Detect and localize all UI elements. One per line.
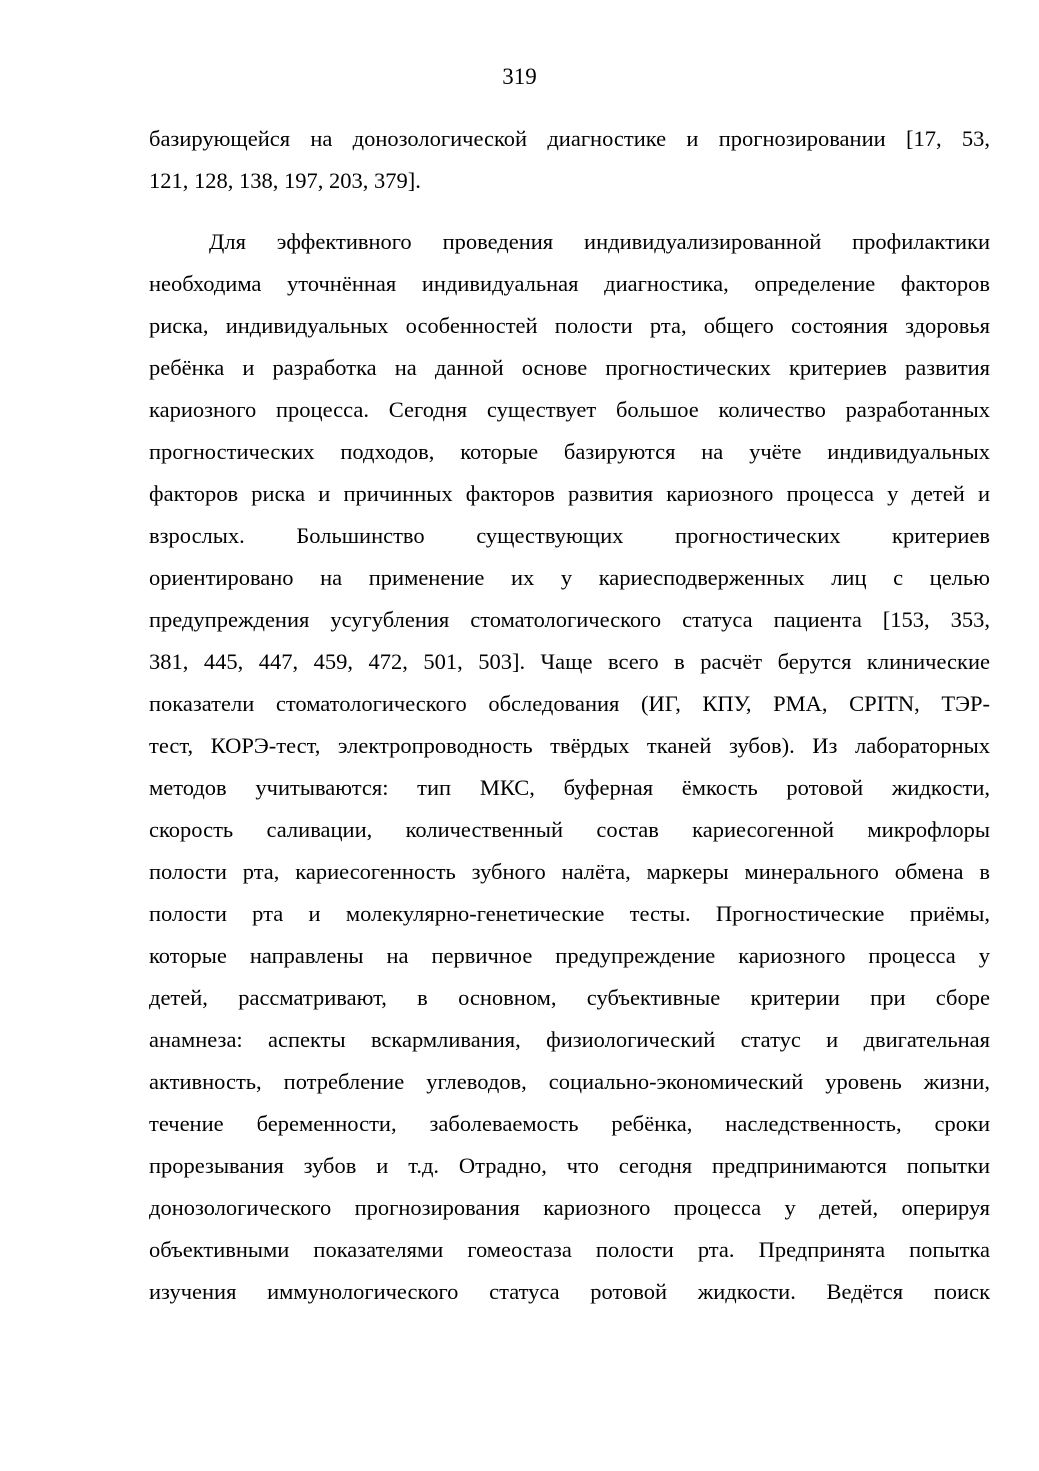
text-line: объективными показателями гомеостаза полости рта. Предпринята попытка <box>149 1237 990 1262</box>
text-line: донозологического прогнозирования кариозного процесса у детей, оперируя <box>149 1195 990 1220</box>
text-line: анамнеза: аспекты вскармливания, физиологический статус и двигательная <box>149 1027 990 1052</box>
page-number: 319 <box>502 64 537 89</box>
text-line: детей, рассматривают, в основном, субъективные критерии при сборе <box>149 985 990 1010</box>
text-line: необходима уточнённая индивидуальная диагностика, определение факторов <box>149 271 990 296</box>
text-line: прогностических подходов, которые базируются на учёте индивидуальных <box>149 439 990 464</box>
text-line: взрослых. Большинство существующих прогностических критериев <box>149 523 990 548</box>
text-line: которые направлены на первичное предупреждение кариозного процесса у <box>149 943 990 968</box>
text-line: базирующейся на донозологической диагностике и прогнозировании [17, 53, <box>149 126 990 151</box>
text-line: ориентировано на применение их у кариесподверженных лиц с целью <box>149 565 990 590</box>
text-line: ребёнка и разработка на данной основе прогностических критериев развития <box>149 355 990 380</box>
text-line: изучения иммунологического статуса ротовой жидкости. Ведётся поиск <box>149 1279 990 1304</box>
text-line: течение беременности, заболеваемость ребёнка, наследственность, сроки <box>149 1111 990 1136</box>
text-line: тест, КОРЭ-тест, электропроводность твёрдых тканей зубов). Из лабораторных <box>149 733 990 758</box>
text-line: 121, 128, 138, 197, 203, 379]. <box>149 168 421 193</box>
text-line: активность, потребление углеводов, социально-экономический уровень жизни, <box>149 1069 990 1094</box>
paragraph-2 <box>149 221 990 1313</box>
paragraph-1 <box>149 118 990 202</box>
text-line: полости рта и молекулярно-генетические тесты. Прогностические приёмы, <box>149 901 990 926</box>
text-line: показатели стоматологического обследования (ИГ, КПУ, РМА, CPITN, ТЭР- <box>149 691 990 716</box>
text-line: риска, индивидуальных особенностей полости рта, общего состояния здоровья <box>149 313 990 338</box>
text-line: полости рта, кариесогенность зубного налёта, маркеры минерального обмена в <box>149 859 990 884</box>
text-line: скорость саливации, количественный состав кариесогенной микрофлоры <box>149 817 990 842</box>
text-line: предупреждения усугубления стоматологического статуса пациента [153, 353, <box>149 607 990 632</box>
text-line: 381, 445, 447, 459, 472, 501, 503]. Чаще всего в расчёт берутся клинические <box>149 649 990 674</box>
text-line: кариозного процесса. Сегодня существует большое количество разработанных <box>149 397 990 422</box>
text-line: факторов риска и причинных факторов развития кариозного процесса у детей и <box>149 481 990 506</box>
text-line: Для эффективного проведения индивидуализированной профилактики <box>209 229 990 254</box>
text-line: прорезывания зубов и т.д. Отрадно, что сегодня предпринимаются попытки <box>149 1153 990 1178</box>
text-line: методов учитываются: тип МКС, буферная ёмкость ротовой жидкости, <box>149 775 990 800</box>
